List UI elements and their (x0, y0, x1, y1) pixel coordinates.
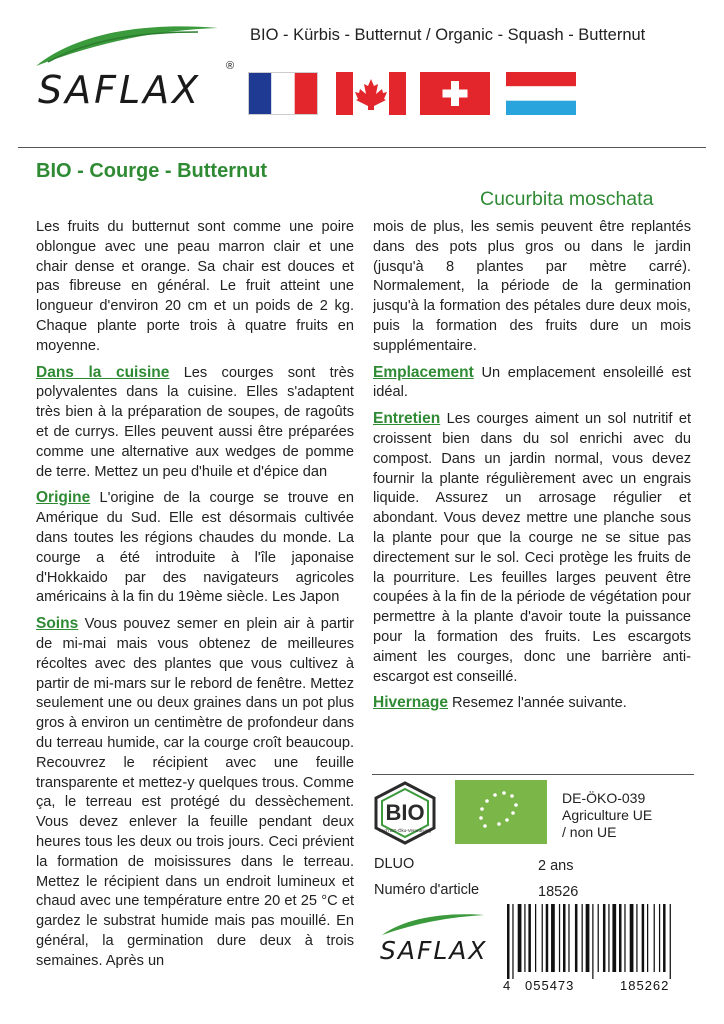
barcode-bar (528, 904, 531, 972)
cert-code-line-2: Agriculture UE (562, 807, 653, 823)
barcode-bar (575, 904, 578, 972)
barcode-bar (524, 904, 525, 972)
barcode-bar (559, 904, 560, 972)
saflax-leaf-swoosh-icon (28, 22, 228, 72)
barcode-bar (630, 904, 634, 972)
barcode-bar (663, 904, 666, 972)
flag-luxembourg-icon (506, 72, 576, 115)
eu-star (502, 791, 506, 795)
eu-star (483, 824, 487, 828)
barcode-digit-first: 4 (503, 978, 511, 993)
barcode-bar (636, 904, 637, 972)
barcode-bar (612, 904, 616, 972)
barcode-bar (563, 904, 566, 972)
barcode-icon (505, 904, 695, 979)
barcode-bar (535, 904, 536, 972)
footer-brand: SAFLAX (380, 936, 488, 965)
origine-paragraph (36, 488, 354, 608)
barcode-bar (647, 904, 648, 972)
barcode-bar (512, 904, 513, 979)
origine-text: L'origine de la courge se trouve en Amérique du Sud. Elle est désormais cultivée dans toutes les régions chaudes du monde. La courge a été introduite à l'île japonaise d'Hokkaido par des navigateurs agricoles américains à la fin du 19ème siècle. Les Japon (36, 490, 354, 606)
eu-star (511, 811, 515, 815)
barcode-bar (551, 904, 555, 972)
cuisine-text: Les courges sont très polyvalentes dans la cuisine. Elles s'adaptent très bien à la préparation de soupes, de ragoûts et de currys. Elles peuvent aussi être préparées comme une alternative aux wedges de pomme de terre. Mettez un peu d'huile et d'épice dan (36, 364, 354, 480)
right-column (373, 218, 691, 738)
eu-star (493, 793, 497, 797)
latin-name: Cucurbita moschata (480, 188, 654, 210)
eu-star (514, 803, 518, 807)
barcode-bar (659, 904, 660, 972)
eu-star (510, 794, 514, 798)
header-divider (18, 147, 706, 148)
eu-star (479, 816, 483, 820)
dluo-label: DLUO (374, 856, 415, 872)
article-number-value: 18526 (538, 884, 579, 900)
barcode-bar (642, 904, 645, 972)
barcode-bar (582, 904, 583, 972)
entretien-text: Les courges aiment un sol nutritif et croissent bien dans du sol enrichi avec du compost. Dans un jardin normal, vous devez fournir la plante régulièrement avec un engrais liquide. Assurez un arrosage régulier et abondant. Vous devez mettre une planche sous la plante pour que la courge ne se situe pas directement sur le sol. Ceci protège les fruits de la pourriture. Les feuilles larges peuvent être coupées à la fin de la période de végétation pour permettre à la plante d'avoir toute la puissance pour la formation des fruits. Les escargots aiment les courges, donc une barrière anti-escargot est conseillé. (373, 411, 691, 685)
product-line: BIO - Kürbis - Butternut / Organic - Squash - Butternut (250, 26, 646, 44)
barcode-bar (619, 904, 622, 972)
barcode-bar (598, 904, 599, 972)
barcode-bar (624, 904, 625, 972)
certification-code (562, 790, 652, 841)
soins-continued: mois de plus, les semis peuvent être replantés dans des pots plus gros ou dans le jardin (jusqu'à 8 plantes par mètre carré). Normalement, la période de la germination jusqu'à la formation des pétales dure deux mois, puis la formation des fruits dure un mois supplémentaire. (373, 219, 691, 354)
flag-canada-icon (336, 72, 406, 115)
eu-star (480, 807, 484, 811)
hivernage-paragraph (373, 693, 691, 714)
intro-paragraph: Les fruits du butternut sont comme une poire oblongue avec une peau marron clair et une chair dense et orange. Sa chair est douces et pas fibreuse en général. Le fruit atteint une longueur d'environ 20 cm et un poids de 2 kg. Chaque plante porte trois à quatre fruits en moyenne. (36, 219, 354, 354)
bio-seal-label: BIO (385, 800, 425, 825)
barcode-bar (670, 904, 671, 979)
soins-paragraph (36, 614, 354, 971)
barcode-bar (546, 904, 549, 972)
product-title: BIO - Courge - Butternut (36, 160, 268, 182)
hivernage-text: Resemez l'année suivante. (452, 695, 627, 712)
bio-seal-small: nach EG-Öko-Verordnung (378, 828, 432, 833)
emplacement-paragraph (373, 363, 691, 404)
barcode-bar (603, 904, 606, 972)
bio-seal-icon (370, 780, 440, 846)
eu-star (505, 818, 509, 822)
flag-france-icon (248, 72, 318, 115)
left-column (36, 218, 354, 1008)
eu-organic-leaf-icon (455, 780, 547, 844)
soins-text: Vous pouvez semer en plein air à partir de mi-mai mais vous obtenez de meilleures récoltes avec des plantes que vous cultivez à partir de mi-mars sur le rebord de fenêtre. Mettez seulement une ou deux graines dans un pot plus gros à environ un centimètre de profondeur dans du terreau humide, car la courge croît beaucoup. Recouvrez le récipient avec une feuille transparente et mettez-y quelques trous. Comme ça, le terreau est protégé du dessèchement. Vous devez enlever la feuille pendant deux heures tous les deux ou trois jours. Ceci prévient la formation de moisissures dans le terreau. Mettez le récipient dans un endroit lumineux et chaud avec une température entre 20 et 25 °C et gardez le substrat humide mais pas mouillé. En général, la germination dure deux à trois semaines. Après un (36, 616, 354, 969)
barcode-bar (518, 904, 522, 972)
eu-star (485, 799, 489, 803)
barcode-bar (568, 904, 569, 972)
barcode-bar (542, 904, 543, 972)
barcode-bar (507, 904, 510, 979)
origine-heading: Origine (36, 489, 91, 507)
footer-leaf-swoosh-icon (378, 912, 488, 938)
barcode-bar (586, 904, 590, 972)
cuisine-paragraph (36, 363, 354, 483)
cuisine-heading: Dans la cuisine (36, 363, 170, 381)
emplacement-heading: Emplacement (373, 363, 474, 381)
soins-heading: Soins (36, 615, 79, 633)
registered-mark: ® (226, 60, 235, 72)
barcode-bar (608, 904, 609, 972)
dluo-value: 2 ans (538, 858, 574, 874)
entretien-heading: Entretien (373, 410, 441, 428)
barcode-bar (654, 904, 655, 972)
cert-code-line-3: / non UE (562, 824, 617, 840)
cert-code-line-1: DE-ÖKO-039 (562, 790, 646, 806)
barcode-group-1: 055473 (525, 978, 575, 993)
emplacement-text: Un emplacement ensoleillé est idéal. (373, 364, 691, 401)
hivernage-heading: Hivernage (373, 694, 448, 712)
barcode-bar (592, 904, 593, 979)
barcode-group-2: 185262 (620, 978, 670, 993)
eu-star (497, 822, 501, 826)
brand-logo: SAFLAX (38, 68, 202, 112)
flag-switzerland-icon (420, 72, 490, 115)
entretien-paragraph (373, 409, 691, 687)
article-number-label: Numéro d'article (374, 882, 480, 898)
certification-divider (372, 774, 694, 775)
